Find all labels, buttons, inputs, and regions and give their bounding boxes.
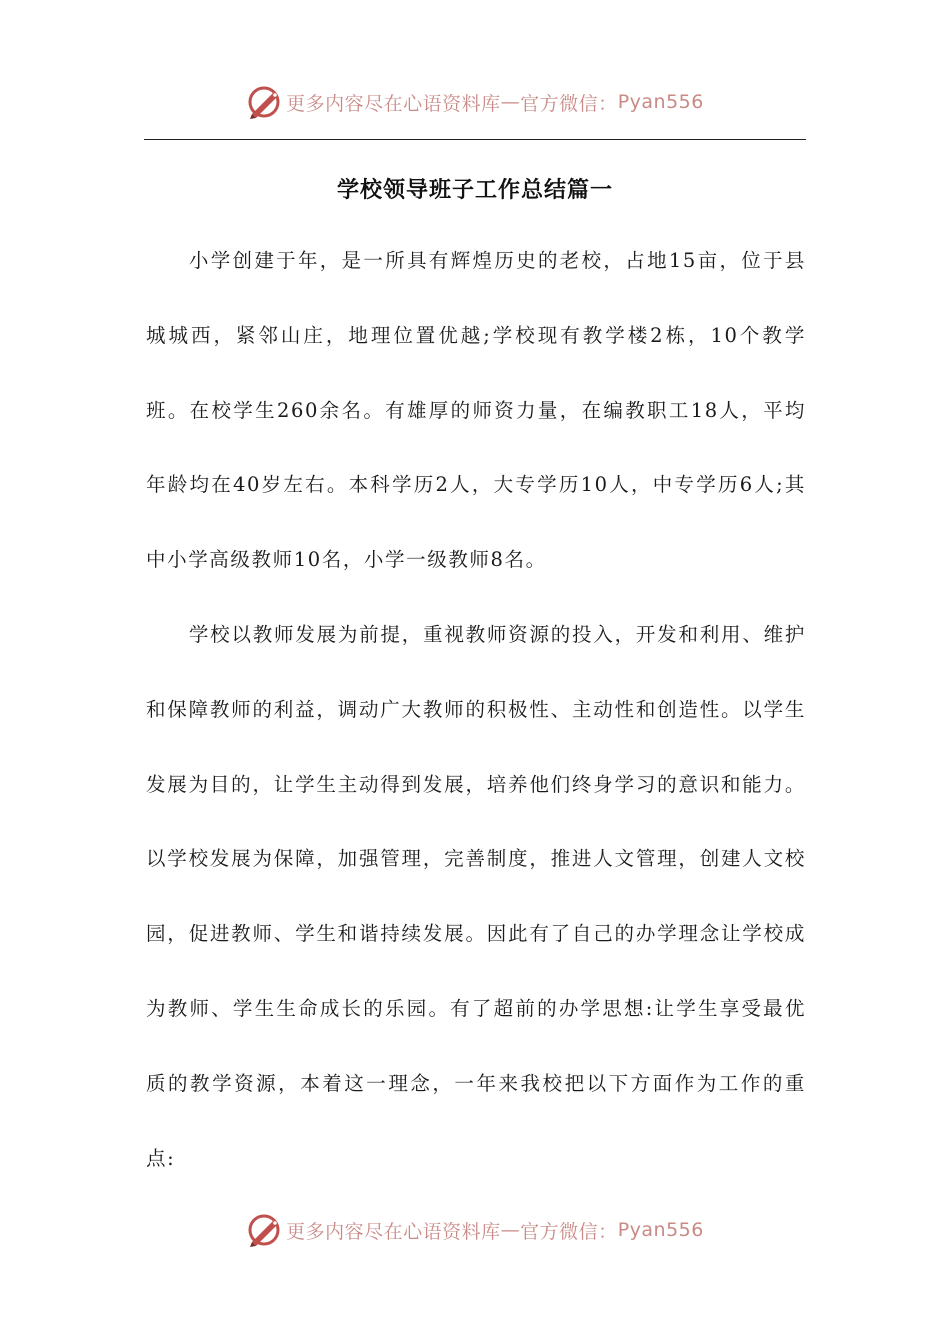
paragraph-1: 小学创建于年，是一所具有辉煌历史的老校，占地15亩，位于县城城西，紧邻山庄，地理位置优越;学校现有教学楼2栋，10个教学班。在校学生260余名。有雄厚的师资力量，在编教职工18人，平均年龄均在40岁左右。本科学历2人，大专学历10人，中专学历6人;其中小学高级教师10名，小学一级教师8名。 xyxy=(146,249,806,572)
document-title: 学校领导班子工作总结篇一 xyxy=(336,176,613,203)
footer-separator: — xyxy=(500,1219,521,1241)
pen-in-circle-icon xyxy=(246,84,282,120)
footer-promo-text: 更多内容尽在心语资料库 xyxy=(286,1220,501,1243)
header-separator: — xyxy=(500,91,521,113)
footer-wechat-label: 官方微信： xyxy=(520,1220,618,1243)
header-divider xyxy=(144,139,806,140)
document-body xyxy=(146,224,806,1196)
paragraph-2: 学校以教师发展为前提，重视教师资源的投入，开发和利用、维护和保障教师的利益，调动广大教师的积极性、主动性和创造性。以学生发展为目的，让学生主动得到发展，培养他们终身学习的意识和能力。以学校发展为保障，加强管理，完善制度，推进人文管理，创建人文校园，促进教师、学生和谐持续发展。因此有了自己的办学理念让学校成为教师、学生生命成长的乐园。有了超前的办学思想:让学生享受最优质的教学资源，本着这一理念，一年来我校把以下方面作为工作的重点: xyxy=(146,622,806,1170)
footer-banner xyxy=(0,1210,950,1250)
footer-wechat-id: Pyan556 xyxy=(617,1219,704,1241)
pen-in-circle-icon xyxy=(246,1212,282,1248)
header-wechat-id: Pyan556 xyxy=(617,91,704,113)
header-wechat-label: 官方微信： xyxy=(520,92,618,115)
header-banner xyxy=(0,82,950,122)
header-promo-text: 更多内容尽在心语资料库 xyxy=(286,92,501,115)
